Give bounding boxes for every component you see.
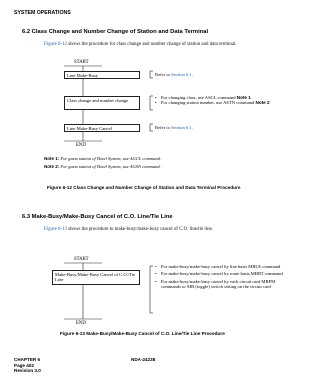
figure-6-13-caption: Figure 6-13 Make-Busy/Make-Busy Cancel of C.O. Line/Tie Line Procedure <box>60 331 225 336</box>
figure-6-12-link[interactable]: Figure 6-12 <box>44 42 67 47</box>
list-item: • For make-busy/make-busy cancel by route basis MBRT command <box>155 271 285 276</box>
flowchart-6-13-end: END <box>76 321 86 326</box>
list-item: • For changing station number, use ASTN command Note 2 <box>155 100 287 105</box>
section-6-1-link[interactable]: Section 6.1 <box>171 72 192 77</box>
section-heading-6-2: 6.2 Class Change and Number Change of Station and Data Terminal <box>22 29 209 35</box>
footer-doc-id: NDA-24238 <box>131 357 156 362</box>
flowchart-6-12-step-1-note: Refer to Section 6.1. <box>155 72 193 77</box>
flowchart-6-12-step-line-make-busy-cancel: Line Make-Busy Cancel <box>64 124 140 132</box>
footer-revision: Revision 3.0 <box>14 368 41 374</box>
flowchart-6-12-start: START <box>74 60 89 65</box>
running-header: SYSTEM OPERATIONS <box>14 10 71 16</box>
footer-left <box>14 357 41 374</box>
footer-chapter: CHAPTER 6 <box>14 357 41 362</box>
flowchart-6-12-step-class-change: Class change and number change <box>64 96 140 110</box>
flowchart-6-12-end: END <box>76 143 86 148</box>
flowchart-6-12-class-bullets <box>155 95 287 106</box>
note-1: Note 1: For guest station of Hotel System, use AGCL command. <box>44 156 161 161</box>
list-item: • For make-busy/make-busy cancel by line basis MBLE command <box>155 264 285 269</box>
section-heading-6-3: 6.3 Make-Busy/Make-Busy Cancel of C.O. Line/Tie Line <box>22 214 173 220</box>
flowchart-6-12-step-3-note: Refer to Section 6.1. <box>155 125 193 130</box>
flowchart-6-13-start: START <box>74 257 89 262</box>
footer-page: Page 402 <box>14 362 34 368</box>
section-6-1-link[interactable]: Section 6.1 <box>171 125 192 130</box>
section-6-2-intro: Figure 6-12 shows the procedure for class change and number change of station and data terminal. <box>44 42 237 47</box>
figure-6-12-caption: Figure 6-12 Class Change and Number Change of Station and Data Terminal Procedure <box>47 185 241 190</box>
note-2: Note 2: For guest station of Hotel System, use AGSN command. <box>44 164 161 169</box>
flowchart-6-12-step-line-make-busy: Line Make-Busy <box>64 71 140 79</box>
list-item: • For make-busy/make-busy cancel by each circuit card MBPM commands or MB (toggle) switch setting on the circuit card <box>155 279 285 290</box>
figure-6-13-link[interactable]: Figure 6-13 <box>44 227 67 232</box>
section-6-3-intro: Figure 6-13 shows the procedure to make-busy/make-busy cancel of C.O. line/tie line. <box>44 227 213 232</box>
flowchart-6-13-step-make-busy: Make-Busy/Make-Busy Cancel of C.O./Tie Line <box>52 270 140 285</box>
list-item: • For changing class, use ASCL command Note 1 <box>155 95 287 100</box>
flowchart-6-13-bullets <box>155 264 285 290</box>
